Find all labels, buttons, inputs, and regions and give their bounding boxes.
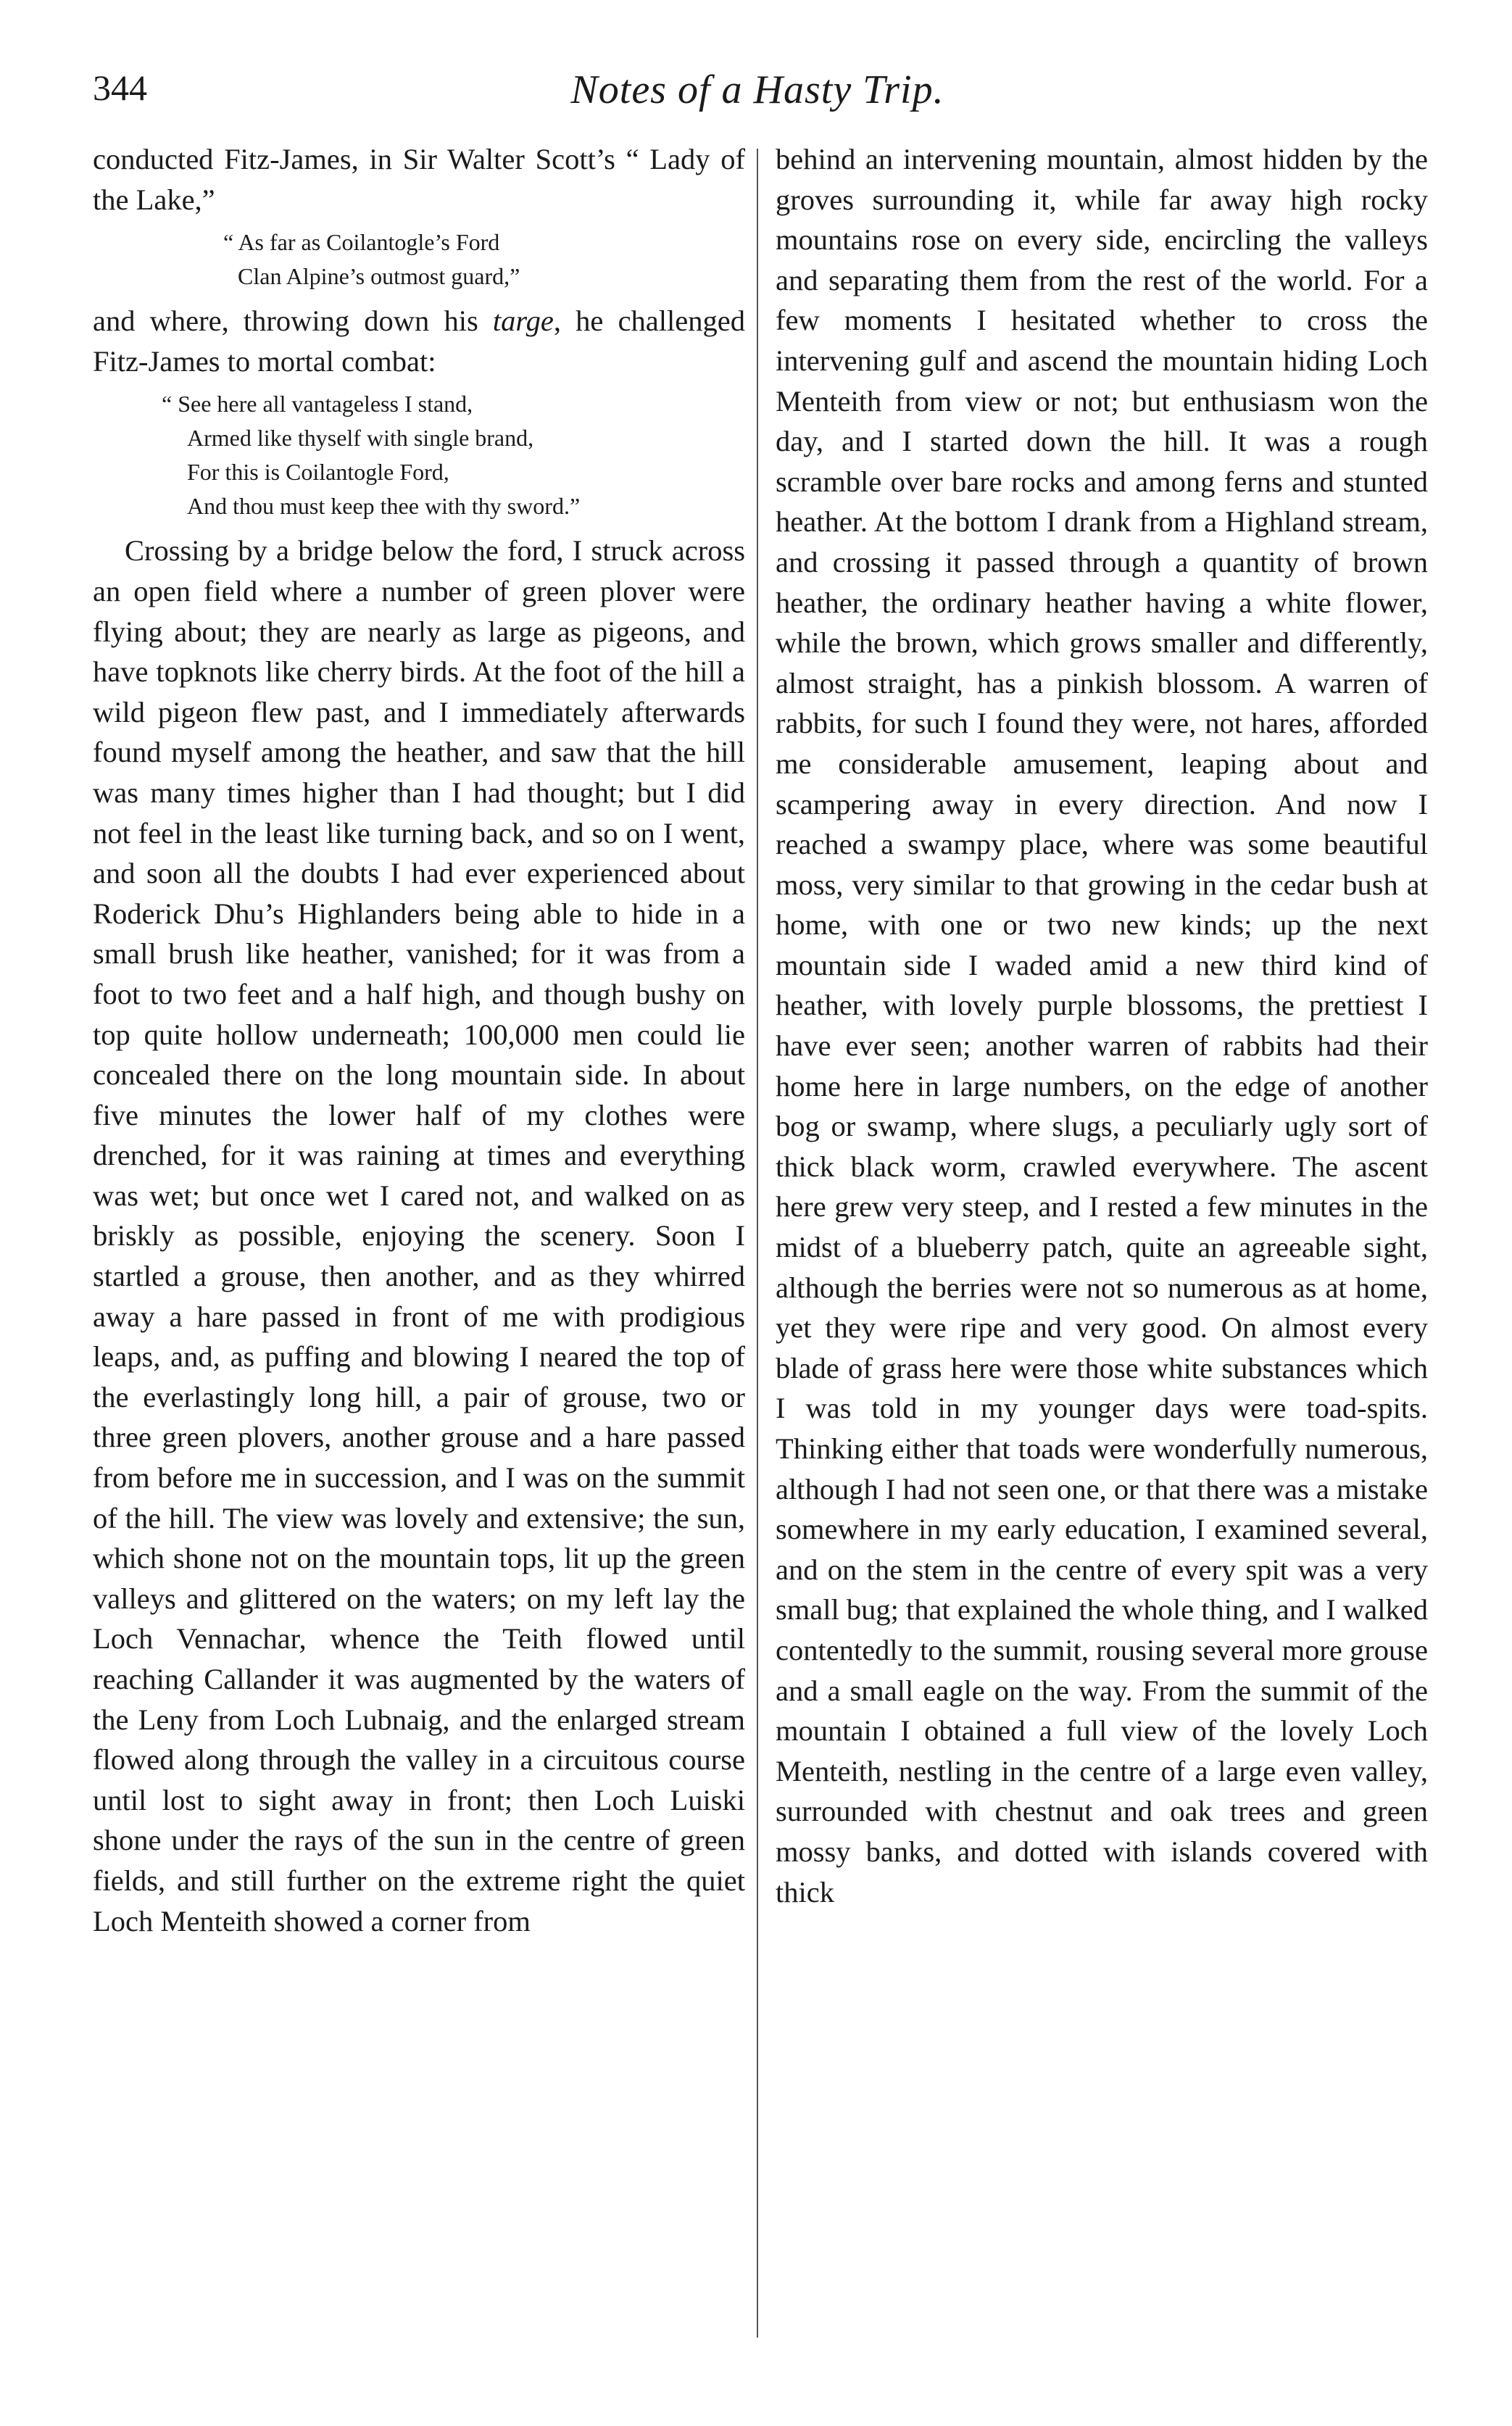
right-column [776,139,1428,1912]
challenge-text-start: and where, throwing down his [93,304,493,338]
left-opening-paragraph: conducted Fitz-James, in Sir Walter Scott’s “ Lady of the Lake,” [93,143,745,216]
verse-line: “ See here all vantageless I stand, [162,391,473,418]
left-column [93,139,745,1941]
running-head [87,67,1428,125]
column-divider [757,149,758,2338]
verse-line: “ As far as Coilantogle’s Ford [223,229,500,256]
verse-line: For this is Coilantogle Ford, [187,459,449,486]
verse-line: And thou must keep thee with thy sword.” [187,493,581,520]
page-number: 344 [93,67,147,108]
right-paragraph: behind an intervening mountain, almost hidden by the groves surrounding it, while far away high rocky mountains rose on every side, encircling the valleys and separating them from the rest of the world. For a few moments I hesitated whether to cross the intervening gulf and ascend the mountain hiding Loch Menteith from view or not; but enthusiasm won the day, and I started down the hill. It was a rough scramble over bare rocks and among ferns and stunted heather. At the bottom I drank from a Highland stream, and crossing it passed through a quantity of brown heather, the ordinary heather having a white flower, while the brown, which grows smaller and differently, almost straight, has a pinkish blossom. A warren of rabbits, for such I found they were, not hares, afforded me considerable amusement, leaping about and scampering away in every direction. And now I reached a swampy place, where was some beautiful moss, very similar to that growing in the cedar bush at home, with one or two new kinds; up the next mountain side I waded amid a new third kind of heather, with lovely purple blossoms, the prettiest I have ever seen; another warren of rabbits had their home here in large numbers, on the edge of another bog or swamp, where slugs, a peculiarly ugly sort of thick black worm, crawled everywhere. The ascent here grew very steep, and I rested a few minutes in the midst of a blueberry patch, quite an agreeable sight, although the berries were not so numerous as at home, yet they were ripe and very good. On almost every blade of grass here were those white substances which I was told in my younger days were toad-spits. Thinking either that toads were wonderfully numerous, although I had not seen one, or that there was a mistake somewhere in my early education, I examined several, and on the stem in the centre of every spit was a very small bug; that explained the whole thing, and I walked contentedly to the summit, rousing several more grouse and a small eagle on the way. From the summit of the mountain I obtained a full view of the lovely Loch Menteith, nestling in the centre of a large even valley, surrounded with chestnut and oak trees and green mossy banks, and dotted with islands covered with thick [776,143,1428,1908]
verse-line: Armed like thyself with single brand, [187,425,534,452]
verse-quote-sword [93,387,745,523]
targe-word: targe [492,304,554,338]
crossing-paragraph: Crossing by a bridge below the ford, I struck across an open field where a number of green plover were flying about; they are nearly as large as pigeons, and have topknots like cherry birds. At the foot of the hill a wild pigeon flew past, and I immediately afterwards found myself among the heather, and saw that the hill was many times higher than I had thought; but I did not feel in the least like turning back, and so on I went, and soon all the doubts I had ever experienced about Roderick Dhu’s Highlanders being able to hide in a small brush like heather, vanished; for it was from a foot to two feet and a half high, and though bushy on top quite hollow underneath; 100,000 men could lie concealed there on the long mountain side. In about five minutes the lower half of my clothes were drenched, for it was raining at times and everything was wet; but once wet I cared not, and walked on as briskly as possible, enjoying the scenery. Soon I startled a grouse, then another, and as they whirred away a hare passed in front of me with prodigious leaps, and, as puffing and blowing I neared the top of the everlastingly long hill, a pair of grouse, two or three green plovers, another grouse and a hare passed from before me in succession, and I was on the summit of the hill. The view was lovely and extensive; the sun, which shone not on the mountain tops, lit up the green valleys and glittered on the waters; on my left lay the Loch Vennachar, whence the Teith flowed until reaching Callander it was augmented by the waters of the Leny from Loch Lubnaig, and the enlarged stream flowed along through the valley in a circuitous course until lost to sight away in front; then Loch Luiski shone under the rays of the sun in the centre of green fields, and still further on the extreme right the quiet Loch Menteith showed a corner from [93,534,745,1937]
challenge-paragraph [93,301,745,381]
verse-line: Clan Alpine’s outmost guard,” [238,263,520,290]
running-title: Notes of a Hasty Trip. [570,67,944,112]
verse-quote-ford [93,225,745,294]
challenge-text-end: , he challenged Fitz-James to mortal combat: [93,304,745,378]
